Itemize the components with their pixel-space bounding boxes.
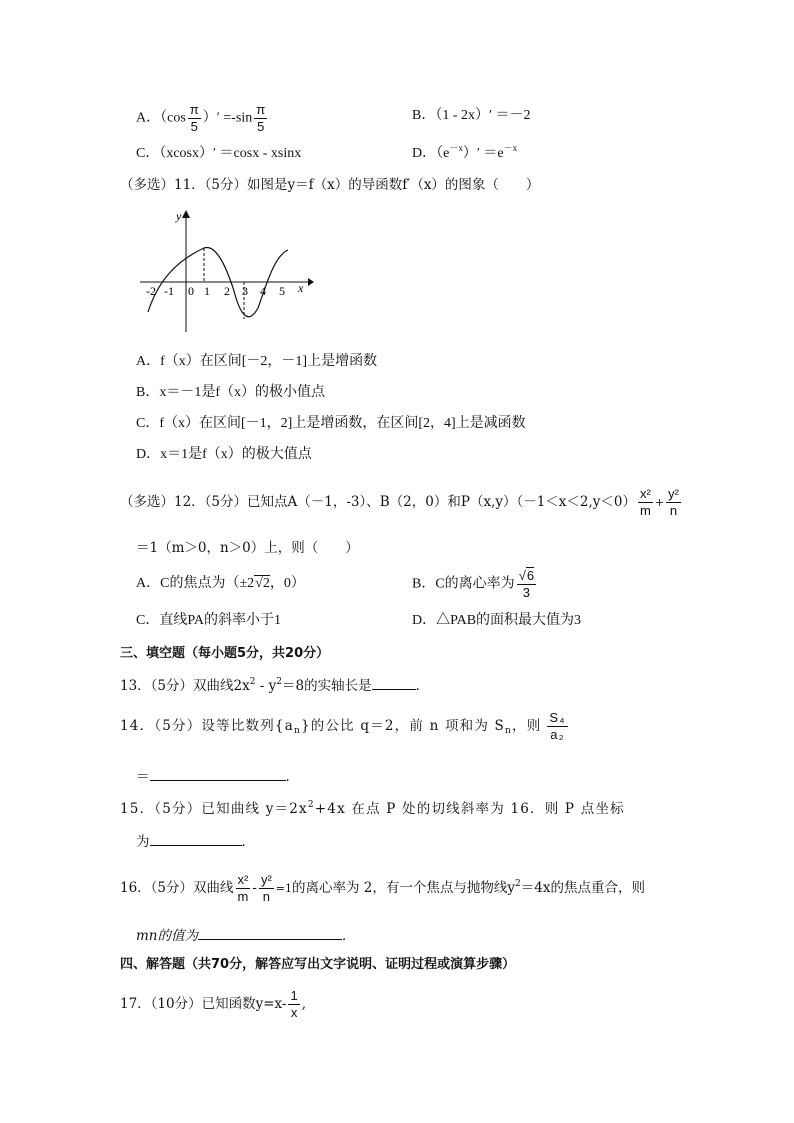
- q10-option-c: C．（xcosx）′ ＝cosx - xsinx: [136, 146, 302, 161]
- section-3-heading: 三、填空题（每小题5分，共20分）: [120, 646, 330, 661]
- q14-cont: ＝ ．: [136, 766, 299, 787]
- q13-answer-blank[interactable]: [372, 675, 416, 690]
- tick-label: 5: [279, 284, 285, 298]
- tick-label: 4: [260, 284, 266, 298]
- q16: 16．（5分）双曲线 $\frac{\text{x²}}{m}$ - $\frac{\text{y²}}{n}$ =1的离心率为 2，有一个焦点与抛物线$y^2=4x$的焦点重合，则: [120, 872, 645, 904]
- q12-option-a: A．C的焦点为（±2√2，0）: [136, 576, 305, 591]
- q12-stem: （多选）12．（5分）已知点A（－1，-3）、B（2，0）和P（x,y）（－1＜x＜2,y＜0） $\frac{\text{x²}}{m}$ + $\frac{\text{y²}}{n}$: [120, 486, 679, 518]
- y-axis-label: y: [176, 209, 182, 223]
- q15-answer-blank[interactable]: [150, 831, 242, 846]
- q10-option-a: A．（cos $\frac{\pi}{5}$ ）′ =-sin $\frac{\pi}{5}$: [136, 102, 266, 134]
- q10-option-d: D．$(e^{-x})' =e^{-x}$: [412, 143, 518, 161]
- tick-label: 2: [224, 284, 230, 298]
- section-4-heading: 四、解答题（共70分，解答应写出文字说明、证明过程或演算步骤）: [120, 957, 516, 972]
- q14: 14．（5分）设等比数列$\{a_n\}$的公比 q＝2，前 n 项和为 $S_n$，则 $\frac{\text{S₄}}{\text{a₂}}$: [120, 710, 566, 742]
- y-axis-arrow: [182, 210, 190, 218]
- x2-over-m-fraction: $\frac{\text{x²}}{m}$: [640, 486, 651, 518]
- x-axis-arrow: [308, 278, 314, 286]
- derivative-graph: [136, 206, 316, 336]
- q11-option-b: B．x＝－1是f（x）的极小值点: [136, 385, 325, 400]
- sqrt6-over-3-fraction: $\frac{√6}{3}$: [518, 568, 535, 600]
- s4-over-a2-fraction: $\frac{\text{S₄}}{\text{a₂}}$: [549, 710, 566, 742]
- origin-label: 0: [188, 284, 194, 298]
- sqrt-2: √2: [255, 576, 270, 591]
- pi-over-5-fraction: $\frac{\pi}{5}$: [189, 102, 199, 134]
- q11-stem: （多选）11．（5分）如图是y＝f（x）的导函数f′（x）的图象（ ）: [120, 177, 540, 193]
- q16-answer-blank[interactable]: [198, 925, 342, 940]
- y2-over-n-fraction-q16: $\frac{\text{y²}}{n}$: [260, 872, 272, 904]
- q15-cont: 为 ．: [136, 831, 255, 852]
- tick-label: -1: [164, 284, 174, 298]
- y2-over-n-fraction: $\frac{\text{y²}}{n}$: [668, 486, 679, 518]
- tick-label: -2: [146, 284, 156, 298]
- q11-option-c: C．f（x）在区间[－1，2]上是增函数，在区间[2，4]上是减函数: [136, 416, 526, 431]
- q13: 13．（5分）双曲线$2x^2 - y^2=8$的实轴长是 ．: [120, 677, 430, 694]
- x2-over-m-fraction-q16: $\frac{\text{x²}}{m}$: [237, 872, 249, 904]
- q15: 15．（5分）已知曲线 $y=2x^2+4x$ 在点 P 处的切线斜率为 16．则 P 点坐标: [120, 800, 625, 817]
- q11-option-d: D．x＝1是f（x）的极大值点: [136, 447, 312, 462]
- pi-over-5-fraction-2: $\frac{\pi}{5}$: [256, 102, 266, 134]
- x-axis-label: x: [298, 281, 304, 295]
- tick-label: 3: [242, 284, 248, 298]
- q10-option-b: B．（1 - 2x）′ ＝－2: [412, 108, 531, 123]
- q17: 17．（10分）已知函数y=x- $\frac{1}{x}$ ,: [120, 988, 307, 1020]
- one-over-x-fraction: $\frac{1}{x}$: [290, 988, 298, 1020]
- q12-option-b: B．C的离心率为 $\frac{√6}{3}$: [412, 568, 535, 600]
- q12-option-c: C．直线PA的斜率小于1: [136, 613, 281, 628]
- q14-answer-blank[interactable]: [150, 766, 286, 781]
- q16-cont: mn的值为 ．: [136, 925, 356, 946]
- tick-label: 1: [204, 284, 210, 298]
- q12-option-d: D．△PAB的面积最大值为3: [412, 613, 582, 628]
- q11-option-a: A．f（x）在区间[－2，－1]上是增函数: [136, 354, 378, 369]
- q12-stem-cont: ＝1（m＞0，n＞0）上，则（ ）: [136, 540, 359, 556]
